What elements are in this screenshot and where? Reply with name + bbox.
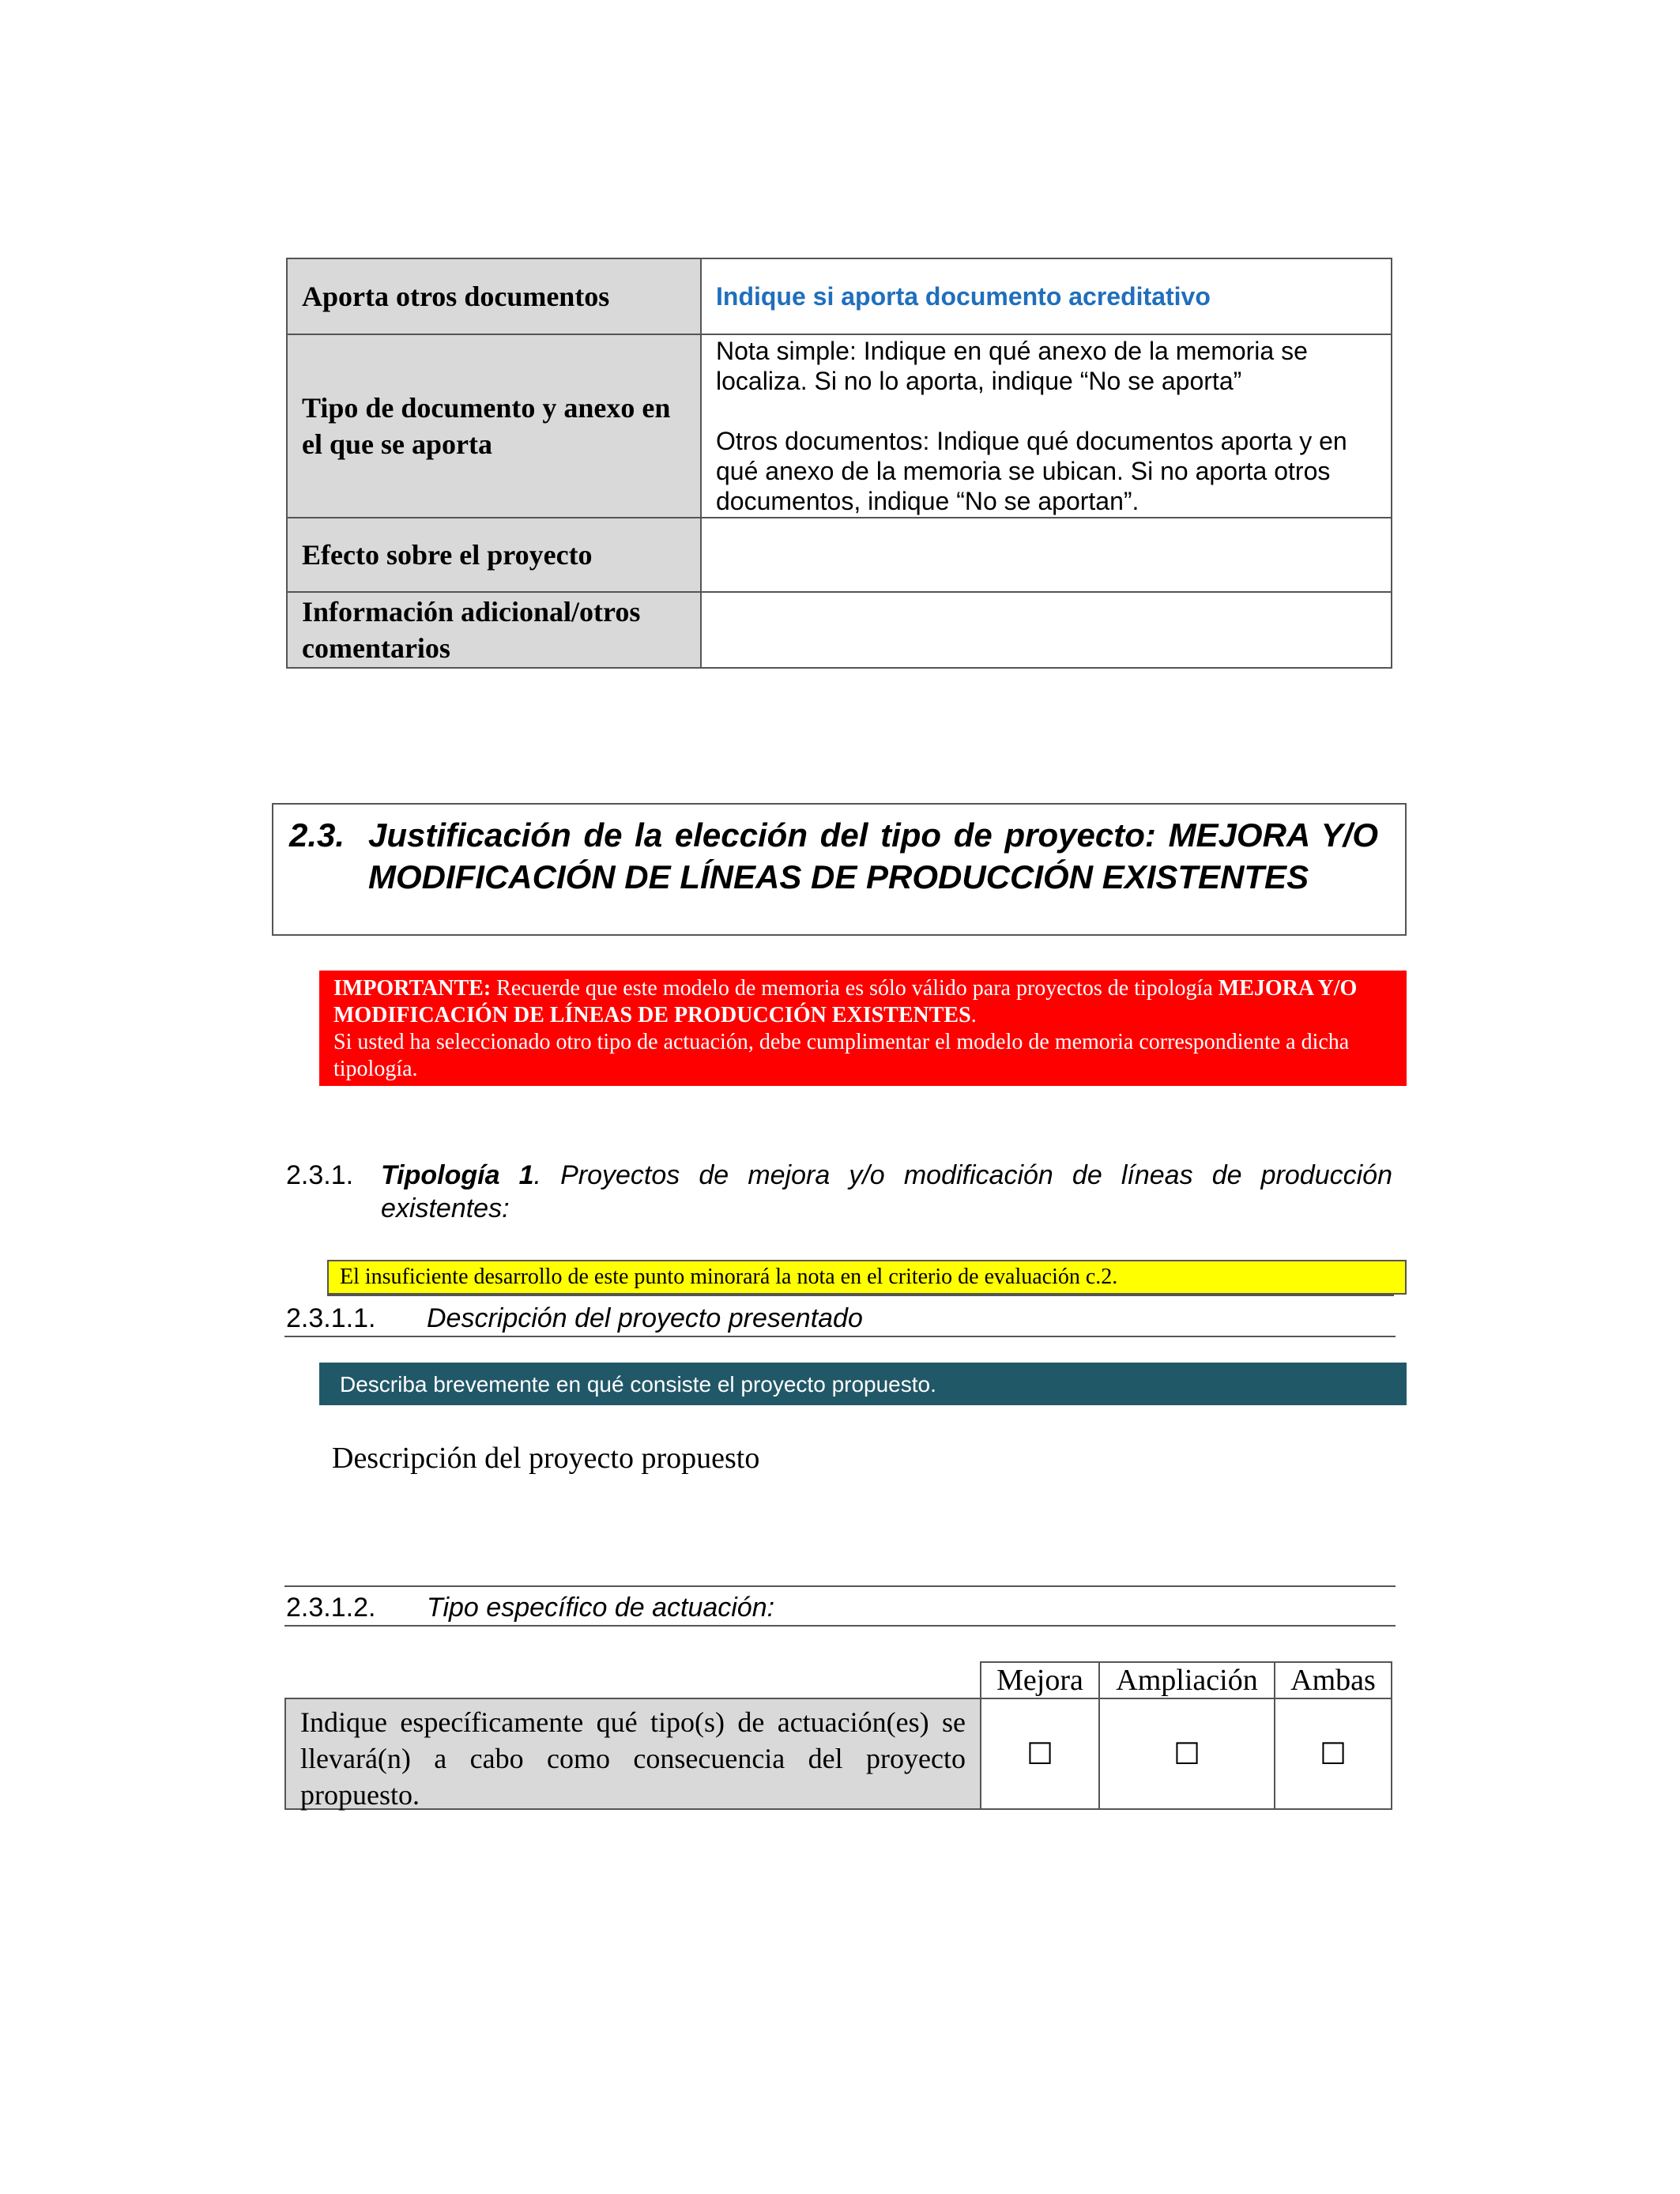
label-tipo-documento: Tipo de documento y anexo en el que se aporta bbox=[287, 334, 701, 518]
checkbox-mejora[interactable]: ☐ bbox=[980, 1698, 1100, 1810]
value-aporta-otros-documentos[interactable]: Indique si aporta documento acreditativo bbox=[701, 258, 1392, 334]
header-ampliacion: Ampliación bbox=[1098, 1661, 1275, 1699]
section-title: Tipo específico de actuación: bbox=[427, 1593, 775, 1623]
document-info-table bbox=[286, 258, 1392, 669]
section-title: Descripción del proyecto presentado bbox=[427, 1303, 863, 1333]
section-2-3-1-1-heading bbox=[286, 1302, 1392, 1334]
divider bbox=[327, 1295, 1394, 1296]
value-tipo-documento[interactable] bbox=[701, 334, 1392, 518]
section-title: Justificación de la elección del tipo de proyecto: MEJORA Y/O MODIFICACIÓN DE LÍNEAS DE PRODUCCIÓN EXISTENTES bbox=[368, 816, 1378, 895]
nota-simple-text: Nota simple: Indique en qué anexo de la memoria se localiza. Si no lo aporta, indique “No se aporta” bbox=[716, 337, 1308, 395]
important-text-1: Recuerde que este modelo de memoria es sólo válido para proyectos de tipología bbox=[491, 976, 1219, 1001]
section-number: 2.3.1.1. bbox=[286, 1303, 376, 1333]
instruction-bar: Describa brevemente en qué consiste el proyecto propuesto. bbox=[319, 1363, 1407, 1405]
label-informacion-adicional: Información adicional/otros comentarios bbox=[287, 592, 701, 668]
divider bbox=[284, 1585, 1396, 1587]
important-text-2: . bbox=[970, 1003, 977, 1027]
checkbox-ampliacion[interactable]: ☐ bbox=[1098, 1698, 1275, 1810]
label-aporta-otros-documentos: Aporta otros documentos bbox=[287, 258, 701, 334]
header-mejora: Mejora bbox=[980, 1661, 1100, 1699]
section-2-3-1-2-heading bbox=[286, 1592, 1392, 1623]
section-number: 2.3.1. bbox=[286, 1160, 354, 1190]
actuation-question: Indique específicamente qué tipo(s) de actuación(es) se llevará(n) a cabo como consecuencia del proyecto propuesto. bbox=[284, 1698, 981, 1810]
section-2-3-heading bbox=[272, 803, 1407, 936]
checkbox-ambas[interactable]: ☐ bbox=[1274, 1698, 1392, 1810]
label-efecto-proyecto: Efecto sobre el proyecto bbox=[287, 518, 701, 592]
section-title-bold: Tipología 1 bbox=[381, 1160, 534, 1190]
section-number: 2.3.1.2. bbox=[286, 1593, 376, 1623]
divider bbox=[284, 1625, 1396, 1627]
important-notice bbox=[319, 971, 1407, 1086]
value-informacion-adicional[interactable] bbox=[701, 592, 1392, 668]
important-line-2: Si usted ha seleccionado otro tipo de actuación, debe cumplimentar el modelo de memoria correspondiente a dicha tipología. bbox=[333, 1030, 1350, 1081]
header-ambas: Ambas bbox=[1274, 1661, 1392, 1699]
evaluation-warning: El insuficiente desarrollo de este punto minorará la nota en el criterio de evaluación c.2. bbox=[327, 1260, 1407, 1295]
section-title bbox=[381, 1159, 1392, 1225]
otros-documentos-text: Otros documentos: Indique qué documentos aporta y en qué anexo de la memoria se ubican. Si no aporta otros documentos, indique “No se aportan”. bbox=[716, 427, 1347, 515]
actuation-type-table bbox=[284, 1661, 1392, 1810]
value-efecto-proyecto[interactable] bbox=[701, 518, 1392, 592]
section-number: 2.3. bbox=[289, 816, 345, 854]
section-title-rest: . Proyectos de mejora y/o modificación de líneas de producción existentes: bbox=[381, 1160, 1392, 1223]
project-description-field[interactable]: Descripción del proyecto propuesto bbox=[332, 1442, 760, 1475]
divider bbox=[284, 1336, 1396, 1337]
important-lead: IMPORTANTE: bbox=[333, 976, 492, 1001]
important-bold-1: MEJORA Y/O MODIFICACIÓN DE LÍNEAS DE PRODUCCIÓN EXISTENTES bbox=[333, 976, 1358, 1027]
